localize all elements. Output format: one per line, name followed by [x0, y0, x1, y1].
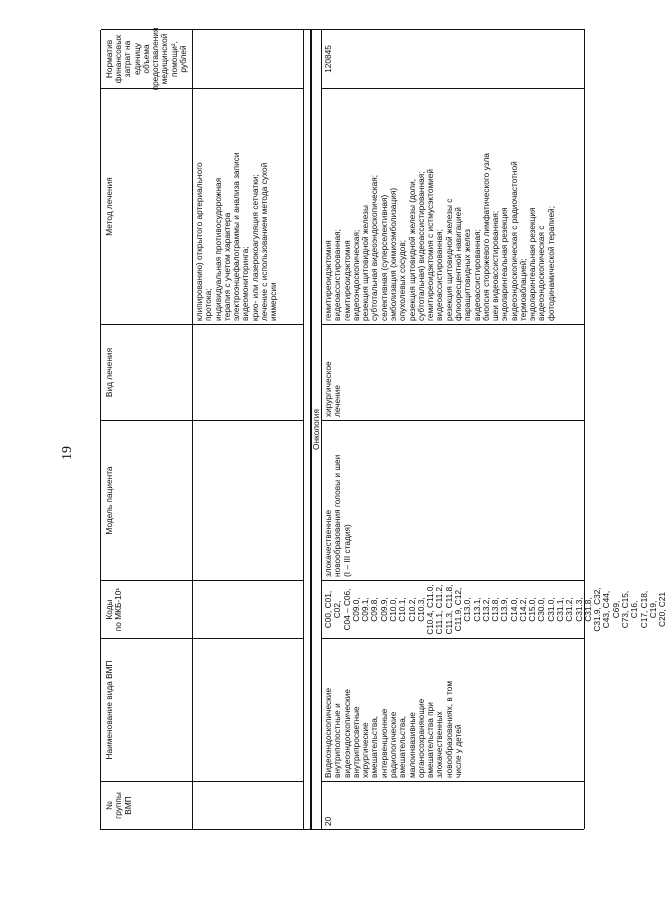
header-patient-model: Модель пациента	[101, 420, 193, 580]
cont-cell-vmp-name	[193, 638, 304, 781]
header-norm: Норматив финансовых затрат на единицу объема предоставления медицинской помощи², рублей	[101, 29, 193, 88]
row-vmp-name: Видеоэндоскопические внутриполостные и видеоэндоскопические внутрипросветные хирургические вмешательства, интервенционные радиологические вмешательства, малоинвазивные органосохраняющие вмешательства при злокачественных новообразованиях, в том числе у детей	[322, 638, 585, 781]
header-codes: Коды по МКБ-10¹	[101, 580, 193, 638]
row-treatment-type: хирургическое лечение	[322, 324, 585, 420]
cont-cell-patient-model	[193, 420, 304, 580]
rotated-table-page	[100, 27, 667, 830]
row-patient-model: злокачественные новообразования головы и шеи (I – III стадия)	[322, 420, 585, 580]
cont-cell-treatment-type	[193, 324, 304, 420]
header-treatment-type: Вид лечения	[101, 324, 193, 420]
header-method: Метод лечения	[101, 88, 193, 324]
cont-cell-norm	[193, 29, 304, 88]
header-vmp-name: Наименование вида ВМП	[101, 638, 193, 781]
row-codes: C00, C01, C02, C04 – C06, C09.0, C09.1, C09.8, C09.9, C10.0, C10.1, C10.2, C10.3, C10.4, C11.0, C11.1, C11.2, C11.3, C11.8, C11.9, C12, C13.0, C13.1, C13.2, C13.8, C13.9, C14.0, C14.2, C15.0, C30.0, C31.0, C31.1, C31.2, C31.3, C31.8, C31.9, C32, C43, C44, C69, C73, C15, C16, C17, C18, C19, C20, C21	[322, 580, 585, 638]
row-norm: 120845	[322, 29, 585, 88]
row-group-no: 20	[322, 781, 585, 829]
cont-cell-group-no	[193, 781, 304, 829]
page-number: 19	[60, 446, 75, 460]
cont-cell-codes	[193, 580, 304, 638]
section-title: Онкология	[312, 29, 322, 829]
header-group-no: № группы ВМП	[101, 781, 193, 829]
cont-cell-method: клипированию) открытого артериального протока; индивидуальная противосудорожная терапия с учетом характера электроэнцефалограммы и анализа записи видеомониторинга; крио- или лазерокоагуляция сетчатки; лечение с использованием метода сухой иммерсии	[193, 88, 304, 324]
vmp-table	[100, 27, 667, 830]
row-method: гемитиреоидэктомия видеоассистированная; гемитиреоидэктомия видеоэндоскопическая; резекция щитовидной железы субтотальная видеоэндоскопическая; селективная (суперселективная) эмболизация (химиоэмболизация) опухолевых сосудов; резекция щитовидной железы (доли, субтотальная) видеоассистированная; гемитиреоидэктомия с истмусэктомией видеоассистированная; резекция щитовидной железы с флюоресцентной навигацией паращитовидных желез видеоассистированная; биопсия сторожевого лимфатического узла шеи видеоассистированная; эндоларингеальная резекция видеоэндоскопическая с радиочастотной термоаблацией; эндоларингеальная резекция видеоэндоскопическая с фотодинамической терапией;	[322, 88, 585, 324]
